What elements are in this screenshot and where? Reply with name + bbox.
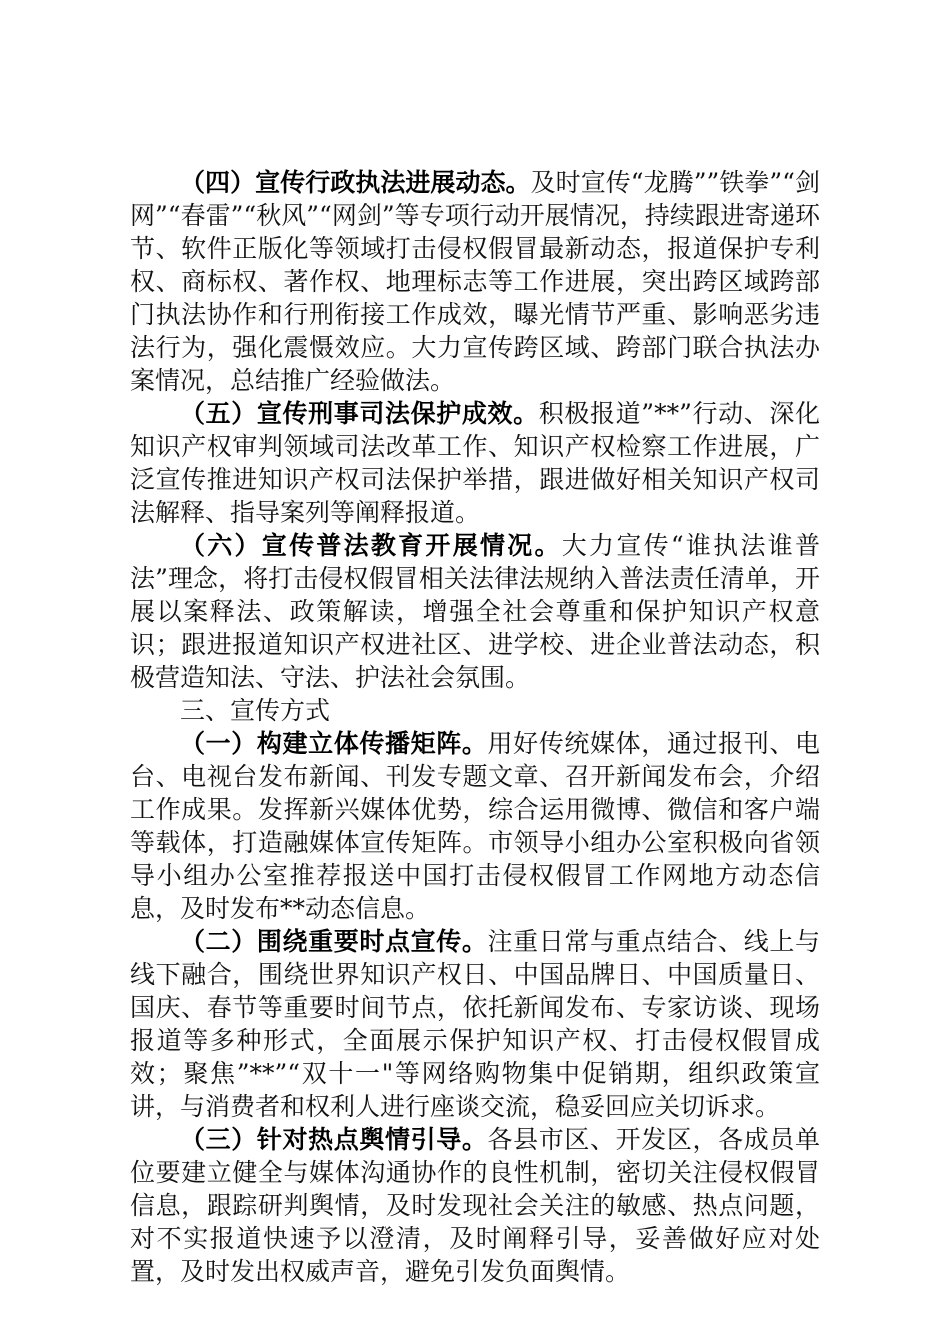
paragraph-body: 及时宣传“龙腾””铁拳”“剑网”“春雷”“秋风”“网剑”等专项行动开展情况，持续跟进寄递环节、软件正版化等领域打击侵权假冒最新动态，报道保护专利权、商标权、著作权、地理标志等工作进展，突出跨区域跨部门执法协作和行刑衔接工作成效，曝光情节严重、影响恶劣违法行为，强化震慑效应。大力宣传跨区域、跨部门联合执法办案情况，总结推广经验做法。 xyxy=(130,168,820,395)
paragraph-judicial xyxy=(130,397,820,529)
paragraph-body: 用好传统媒体，通过报刊、电台、电视台发布新闻、刊发专题文章、召开新闻发布会，介绍工作成果。发挥新兴媒体优势，综合运用微博、微信和客户端等载体，打造融媒体宣传矩阵。市领导小组办公室积极向省领导小组办公室推荐报送中国打击侵权假冒工作网地方动态信息，及时发布**动态信息。 xyxy=(130,729,820,923)
paragraph-heading: （三）针对热点舆情引导。 xyxy=(180,1125,488,1154)
paragraph-heading: （四）宣传行政执法进展动态。 xyxy=(180,168,531,197)
paragraph-heading: （二）围绕重要时点宣传。 xyxy=(180,927,488,956)
paragraph-enforcement xyxy=(130,166,820,397)
paragraph-body: 大力宣传“谁执法谁普法”理念，将打击侵权假冒相关法律法规纳入普法责任清单，开展以案释法、政策解读，增强全社会尊重和保护知识产权意识；跟进报道知识产权进社区、进学校、进企业普法动态，积极营造知法、守法、护法社会氛围。 xyxy=(130,531,820,692)
paragraph-matrix xyxy=(130,727,820,925)
document-page xyxy=(130,166,820,1288)
paragraph-heading: （六）宣传普法教育开展情况。 xyxy=(180,531,562,560)
section-title: 三、宣传方式 xyxy=(180,696,331,725)
paragraph-timepoints xyxy=(130,925,820,1123)
paragraph-public-opinion xyxy=(130,1123,820,1288)
paragraph-heading: （五）宣传刑事司法保护成效。 xyxy=(180,399,539,428)
paragraph-body: 注重日常与重点结合、线上与线下融合，围绕世界知识产权日、中国品牌日、中国质量日、国庆、春节等重要时间节点，依托新闻发布、专家访谈、现场报道等多种形式，全面展示保护知识产权、打击侵权假冒成效；聚焦”**”“双十一"等网络购物集中促销期，组织政策宣讲，与消费者和权利人进行座谈交流，稳妥回应关切诉求。 xyxy=(130,927,820,1121)
paragraph-body: 各县市区、开发区，各成员单位要建立健全与媒体沟通协作的良性机制，密切关注侵权假冒信息，跟踪研判舆情，及时发现社会关注的敏感、热点问题，对不实报道快速予以澄清，及时阐释引导，妥善做好应对处置，及时发出权威声音，避免引发负面舆情。 xyxy=(130,1125,820,1286)
paragraph-body: 积极报道”**”行动、深化知识产权审判领域司法改革工作、知识产权检察工作进展，广泛宣传推进知识产权司法保护举措，跟进做好相关知识产权司法解释、指导案列等阐释报道。 xyxy=(130,399,820,527)
paragraph-education xyxy=(130,529,820,694)
paragraph-heading: （一）构建立体传播矩阵。 xyxy=(180,729,488,758)
